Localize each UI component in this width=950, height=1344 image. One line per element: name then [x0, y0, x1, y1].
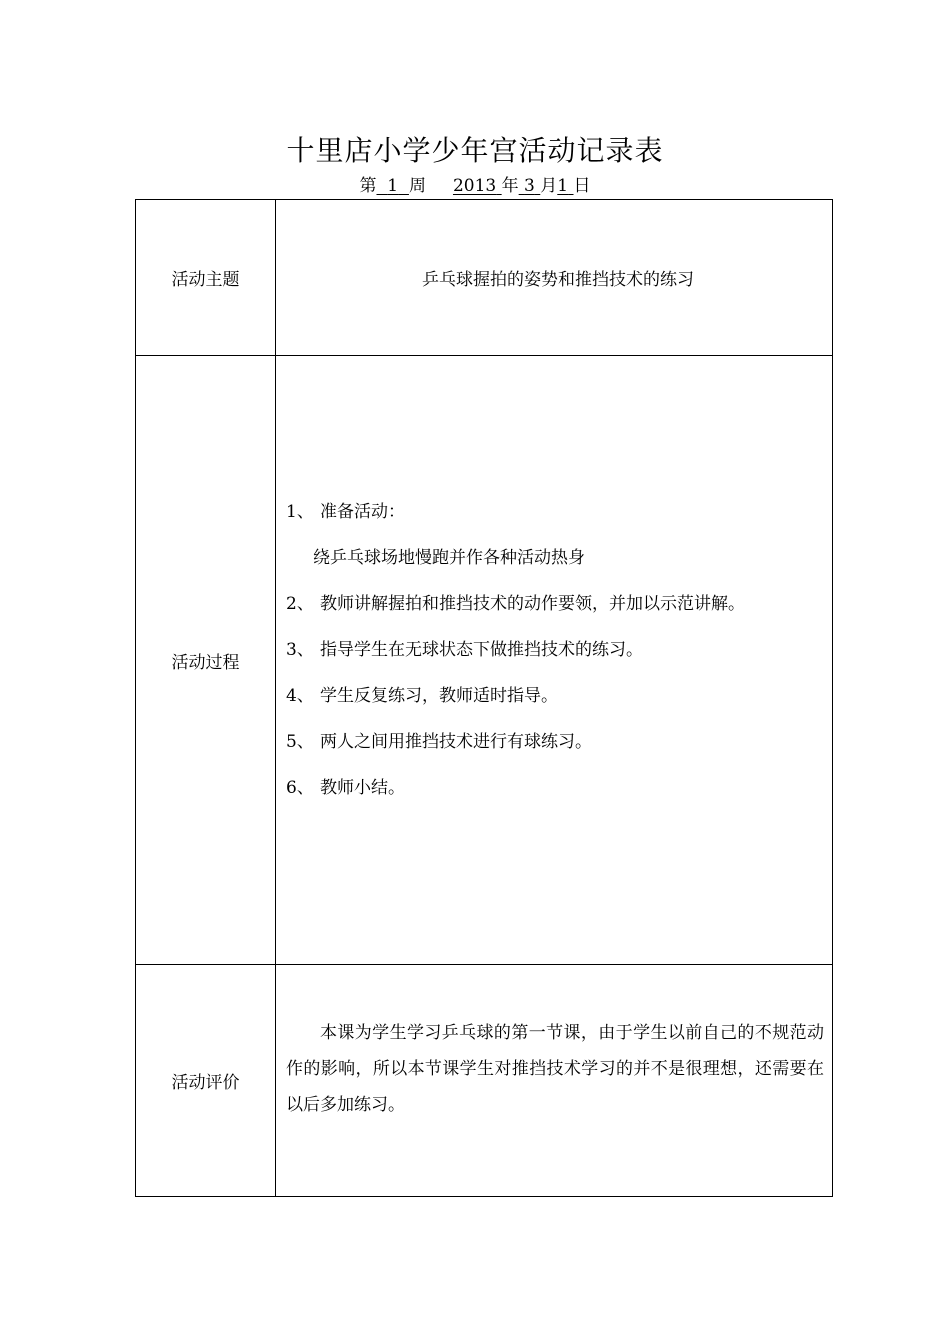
item-text: 指导学生在无球状态下做推挡技术的练习。 [320, 640, 643, 660]
process-list [276, 489, 832, 811]
day-suffix: 日 [573, 176, 591, 196]
week-suffix: 周 [408, 176, 426, 196]
item-number: 5、 [286, 732, 314, 752]
process-row [136, 356, 833, 965]
week-number: 1 [387, 176, 399, 196]
month-suffix: 月 [540, 176, 558, 196]
item-number: 4、 [286, 686, 314, 706]
list-item [286, 489, 822, 535]
theme-content: 乒乓球握拍的姿势和推挡技术的练习 [422, 270, 694, 290]
page-title: 十里店小学少年宫活动记录表 [286, 134, 664, 167]
list-item [286, 581, 822, 627]
list-item [286, 535, 822, 581]
process-label: 活动过程 [136, 356, 276, 965]
evaluation-content-cell [276, 965, 833, 1197]
list-item [286, 719, 822, 765]
item-text: 绕乒乓球场地慢跑并作各种活动热身 [313, 548, 585, 568]
item-text: 学生反复练习，教师适时指导。 [320, 686, 558, 706]
item-number: 3、 [286, 640, 314, 660]
list-item [286, 673, 822, 719]
day-value: 1 [557, 176, 569, 196]
item-number: 1、 [286, 502, 314, 522]
item-text: 教师讲解握拍和推挡技术的动作要领，并加以示范讲解。 [320, 594, 745, 614]
item-number: 2、 [286, 594, 314, 614]
list-item [286, 765, 822, 811]
list-item [286, 627, 822, 673]
theme-row [136, 200, 833, 356]
month-value: 3 [524, 176, 535, 196]
item-text: 准备活动： [320, 502, 405, 522]
theme-label: 活动主题 [136, 200, 276, 356]
week-prefix: 第 [359, 176, 377, 196]
item-text: 两人之间用推挡技术进行有球练习。 [320, 732, 592, 752]
record-table [135, 199, 833, 1197]
year-suffix: 年 [501, 176, 519, 196]
process-content-cell [276, 356, 833, 965]
year-value: 2013 [452, 176, 497, 196]
evaluation-label: 活动评价 [136, 965, 276, 1197]
evaluation-content: 本课为学生学习乒乓球的第一节课，由于学生以前自己的不规范动作的影响，所以本节课学生对推挡技术学习的并不是很理想，还需要在以后多加练习。 [286, 1022, 824, 1115]
evaluation-row [136, 965, 833, 1197]
theme-content-cell [276, 200, 833, 356]
item-number: 6、 [286, 778, 314, 798]
date-line [0, 174, 950, 198]
item-text: 教师小结。 [320, 778, 405, 798]
